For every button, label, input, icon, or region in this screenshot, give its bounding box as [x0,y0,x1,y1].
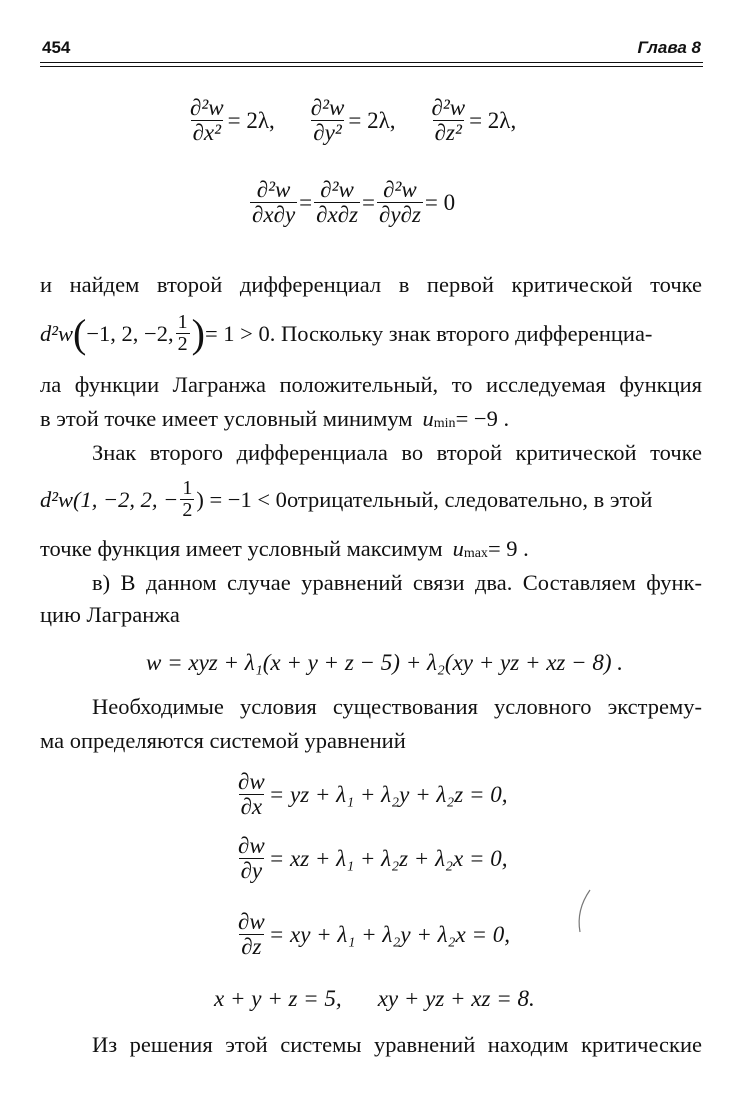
numerator: ∂²w [383,177,417,202]
paragraph-line: Знак второго дифференциала во второй критической точке [92,440,702,465]
numerator: ∂w [238,769,265,794]
text-run: точке функция имеет условный максимум [40,536,443,561]
formula-result: ) = −1 < 0 [196,486,287,512]
equals-sign: = [362,189,376,215]
constraint-sum: x + y + z = 5, [214,986,342,1011]
denominator: 2 [177,333,188,355]
equation-rhs: = 2λ, [469,107,517,133]
equation-mixed-derivatives [248,178,455,227]
equation-rhs: = yz + λ₁ + λ₂y + λ₂z = 0, [268,781,508,807]
numerator: ∂²w [190,95,224,120]
numerator: ∂²w [431,95,466,120]
equation-rhs: = 2λ, [227,107,275,133]
text-run: в этой точке имеет условный минимум [40,406,413,431]
denominator: 2 [182,499,193,521]
paragraph-line: цию Лагранжа [40,602,180,627]
formula-value: = 9 . [487,536,529,561]
equation-lagrange-function: w = xyz + λ₁(x + y + z − 5) + λ₂(xy + yz + xz − 8) . [146,650,624,675]
formula-d2w: d²w(1, −2, 2, − [40,486,179,512]
paragraph-line-with-formula [40,312,652,355]
numerator: ∂w [238,833,265,858]
paragraph-line-with-formula [40,478,652,521]
fraction-d2w-dydz [377,178,423,227]
formula-u: u [422,406,434,431]
denominator: ∂z [241,934,262,960]
denominator: ∂x [240,794,263,820]
paragraph-line: ла функции Лагранжа положительный, то исследуемая функция [40,372,702,397]
pencil-mark [572,888,596,938]
fraction-d2w-dxdy [250,178,297,227]
numerator: 1 [182,477,193,499]
text-run: отрицательный, следовательно, в этой [286,486,653,512]
paren-close: ) [191,310,205,356]
paragraph-line: и найдем второй дифференциал в первой критической точке [40,272,702,297]
text-run: . Поскольку знак второго дифференциа- [269,320,653,346]
denominator: ∂x∂y [252,202,296,228]
denominator: ∂x∂z [316,202,359,228]
equation-rhs: = xz + λ₁ + λ₂z + λ₂x = 0, [268,845,508,871]
system-equation-2 [234,834,508,883]
paragraph-line-with-formula [40,406,509,432]
fraction-dw-dz [236,910,267,959]
system-equation-1 [234,770,508,819]
running-header [40,38,703,62]
fraction-d2w-dx2 [188,96,226,145]
fraction-d2w-dz2 [429,96,467,145]
denominator: ∂y² [313,120,342,146]
paren-open: ( [73,310,87,356]
header-rule [40,62,703,63]
denominator: ∂y∂z [379,202,421,228]
fraction-one-half [180,478,194,521]
chapter-title: Глава 8 [637,38,701,57]
formula-result: = 1 > 0 [204,320,270,346]
numerator: ∂²w [320,177,354,202]
fraction-dw-dx [236,770,267,819]
numerator: ∂w [238,909,265,934]
fraction-d2w-dy2 [309,96,347,145]
denominator: ∂z² [434,120,462,146]
page-number: 454 [42,38,71,57]
denominator: ∂x² [192,120,222,146]
numerator: ∂²w [310,95,345,120]
paragraph-line-with-formula [40,536,529,562]
denominator: ∂y [240,858,263,884]
header-rule-thin [40,66,703,67]
formula-u: u [452,536,464,561]
formula-d2w: d²w [40,320,74,346]
constraint-products: xy + yz + xz = 8. [377,986,535,1011]
fraction-dw-dy [236,834,267,883]
equation-rhs: = 2λ, [348,107,396,133]
paragraph-line: Необходимые условия существования условного экстрему- [92,694,702,719]
subscript-min: min [433,416,456,431]
numerator: 1 [177,311,188,333]
fraction-one-half [176,312,190,355]
paragraph-line: ма определяются системой уравнений [40,728,406,753]
system-equation-3 [234,910,510,959]
equation-rhs: = xy + λ₁ + λ₂y + λ₂x = 0, [268,921,511,947]
equals-sign: = [299,189,313,215]
paragraph-line: в) В данном случае уравнений связи два. Составляем функ- [92,570,702,595]
formula-args: −1, 2, −2, [86,320,174,346]
fraction-d2w-dxdz [314,178,360,227]
formula-value: = −9 . [455,406,510,431]
equation-rhs: = 0 [424,189,456,215]
numerator: ∂²w [256,177,291,202]
paragraph-line: Из решения этой системы уравнений находим критические [92,1032,702,1057]
equation-second-derivatives [186,96,516,145]
system-equation-4 [214,986,535,1012]
subscript-max: max [463,546,488,561]
